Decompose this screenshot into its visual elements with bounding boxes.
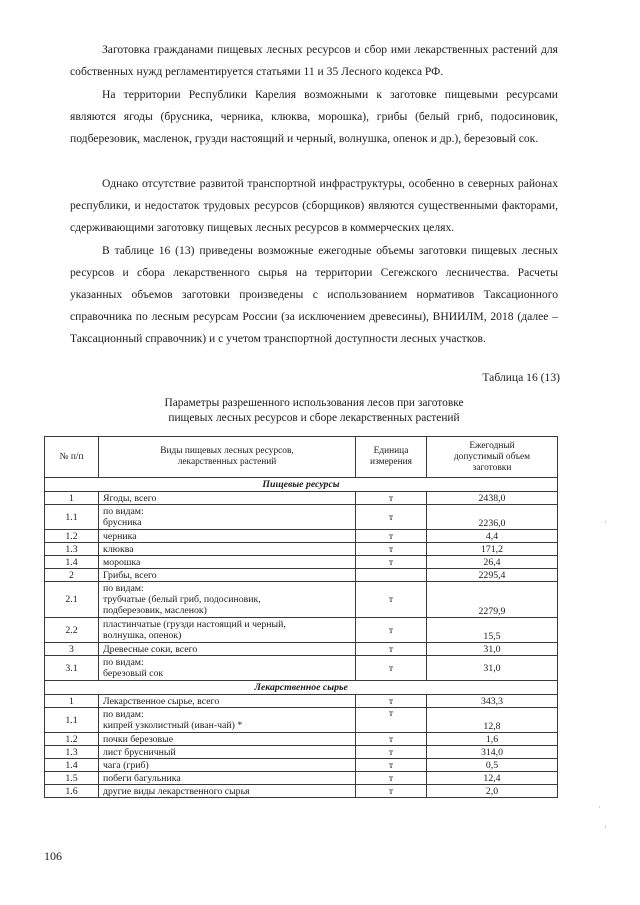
row-name: чага (гриб)	[99, 759, 356, 772]
section-title-food: Пищевые ресурсы	[45, 478, 558, 492]
paragraph-table-reference: В таблице 16 (13) приведены возможные ежегодные объемы заготовки пищевых лесных ресурсов и сбора лекарственного сырья на территории Сегежского лесничества. Расчеты указанных объемов заготовки произведены с использованием нормативов Таксационного справочника по лесным ресурсам России (за исключением древесины), ВНИИЛМ, 2018 (далее – Таксационный справочник) и с учетом транспортной доступности лесных участков.	[70, 244, 558, 345]
table-title-line1: Параметры разрешенного использования лесов при заготовке	[164, 397, 464, 409]
header-name	[99, 437, 356, 478]
row-unit: т	[356, 543, 427, 556]
row-value: 4,4	[427, 530, 558, 543]
table-row	[45, 556, 558, 569]
row-value: 171,2	[427, 543, 558, 556]
row-value: 314,0	[427, 746, 558, 759]
table-label: Таблица 16 (13)	[482, 371, 560, 384]
row-name: морошка	[99, 556, 356, 569]
table-row	[45, 643, 558, 656]
table-row	[45, 582, 558, 618]
row-value: 2438,0	[427, 492, 558, 505]
row-value: 31,0	[427, 656, 558, 681]
row-unit	[356, 569, 427, 582]
row-name: черника	[99, 530, 356, 543]
table-row	[45, 656, 558, 681]
header-volume-line1: Ежегодный	[469, 440, 515, 451]
row-num: 1.2	[45, 530, 99, 543]
row-name	[99, 618, 356, 643]
row-num: 1.4	[45, 556, 99, 569]
row-name-line: трубчатые (белый гриб, подосиновик,	[103, 594, 261, 605]
row-num: 2	[45, 569, 99, 582]
table-row	[45, 759, 558, 772]
row-unit: т	[356, 772, 427, 785]
header-name-line2: лекарственных растений	[177, 457, 277, 467]
table-row	[45, 618, 558, 643]
header-volume-line3: заготовки	[472, 462, 512, 473]
row-name: Лекарственное сырье, всего	[99, 695, 356, 708]
header-volume-line2: допустимый объем	[453, 451, 531, 462]
row-value: 0,5	[427, 759, 558, 772]
row-name-line: по видам:	[103, 709, 144, 720]
row-num: 1.4	[45, 759, 99, 772]
row-value: 1,6	[427, 733, 558, 746]
row-num: 2.2	[45, 618, 99, 643]
row-name	[99, 582, 356, 618]
row-num: 3.1	[45, 656, 99, 681]
row-value: 26,4	[427, 556, 558, 569]
page-number: 106	[44, 849, 62, 863]
row-unit: т	[356, 708, 427, 733]
table-row	[45, 708, 558, 733]
row-value: 12,4	[427, 772, 558, 785]
row-num: 1.3	[45, 746, 99, 759]
table-header-row	[45, 437, 558, 478]
table-row	[45, 785, 558, 798]
scan-mark: ·	[604, 822, 607, 832]
row-unit: т	[356, 785, 427, 798]
row-value: 343,3	[427, 695, 558, 708]
row-value: 2,0	[427, 785, 558, 798]
header-unit-line1: Единица	[373, 446, 409, 456]
row-name	[99, 505, 356, 530]
row-num: 1	[45, 695, 99, 708]
paragraph-legal-basis: Заготовка гражданами пищевых лесных ресурсов и сбор ими лекарственных растений для собственных нужд регламентируется статьями 11 и 35 Лесного кодекса РФ.	[70, 43, 558, 78]
scan-mark: ·	[598, 802, 601, 812]
header-unit	[356, 437, 427, 478]
section-title-medicinal: Лекарственное сырье	[45, 681, 558, 695]
section-row-medicinal	[45, 681, 558, 695]
row-name: клюква	[99, 543, 356, 556]
row-value: 2295,4	[427, 569, 558, 582]
row-name-line: березовый сок	[103, 668, 164, 679]
resources-table	[44, 436, 558, 798]
header-volume	[427, 437, 558, 478]
row-unit: т	[356, 746, 427, 759]
header-num: № п/п	[45, 437, 99, 478]
row-unit: т	[356, 556, 427, 569]
row-name: почки березовые	[99, 733, 356, 746]
section-row-food	[45, 478, 558, 492]
row-name-line: подберезовик, масленок)	[103, 605, 207, 616]
row-num: 1.1	[45, 505, 99, 530]
table-row	[45, 492, 558, 505]
row-value: 15,5	[427, 618, 558, 643]
row-name-line: по видам:	[103, 657, 144, 668]
row-unit: т	[356, 656, 427, 681]
row-unit: т	[356, 582, 427, 618]
row-value: 12,8	[427, 708, 558, 733]
table-row	[45, 695, 558, 708]
row-name: другие виды лекарственного сырья	[99, 785, 356, 798]
row-unit: т	[356, 505, 427, 530]
row-name	[99, 708, 356, 733]
row-name-line: пластинчатые (грузди настоящий и черный,	[103, 619, 286, 630]
row-num: 1.2	[45, 733, 99, 746]
row-unit: т	[356, 695, 427, 708]
header-name-line1: Виды пищевых лесных ресурсов,	[160, 446, 294, 456]
paragraph-resources-list: На территории Республики Карелия возможными к заготовке пищевыми ресурсами являются ягоды (брусника, черника, клюква, морошка), грибы (белый гриб, подосиновик, подберезовик, масленок, грузди настоящий и черный, волнушка, опенок и др.), березовый сок.	[70, 88, 558, 145]
row-name-line: кипрей узколистный (иван-чай) *	[103, 720, 243, 731]
row-name: лист брусничный	[99, 746, 356, 759]
row-num: 1.1	[45, 708, 99, 733]
row-num: 1.5	[45, 772, 99, 785]
table-row	[45, 746, 558, 759]
row-name-line: волнушка, опенок)	[103, 630, 182, 641]
row-name: побеги багульника	[99, 772, 356, 785]
table-row	[45, 505, 558, 530]
table-row	[45, 733, 558, 746]
row-num: 3	[45, 643, 99, 656]
row-name: Ягоды, всего	[99, 492, 356, 505]
row-unit: т	[356, 759, 427, 772]
table-row	[45, 569, 558, 582]
scan-mark: ·	[604, 517, 607, 527]
row-value: 2279,9	[427, 582, 558, 618]
row-name	[99, 656, 356, 681]
table-row	[45, 772, 558, 785]
paragraph-limitations: Однако отсутствие развитой транспортной инфраструктуры, особенно в северных районах республики, и недостаток трудовых ресурсов (сборщиков) являются существенными факторами, сдерживающими заготовку пищевых лесных ресурсов в коммерческих целях.	[70, 177, 558, 234]
row-name-line: по видам:	[103, 583, 144, 594]
row-num: 2.1	[45, 582, 99, 618]
row-unit: т	[356, 492, 427, 505]
row-name-line: брусника	[103, 517, 142, 528]
table-row	[45, 543, 558, 556]
table-title-line2: пищевых лесных ресурсов и сборе лекарственных растений	[168, 412, 460, 424]
row-num: 1	[45, 492, 99, 505]
row-num: 1.6	[45, 785, 99, 798]
table-title	[70, 396, 558, 426]
row-unit: т	[356, 733, 427, 746]
row-value: 2236,0	[427, 505, 558, 530]
row-unit: т	[356, 643, 427, 656]
row-unit: т	[356, 530, 427, 543]
row-name-line: по видам:	[103, 506, 144, 517]
row-name: Грибы, всего	[99, 569, 356, 582]
header-unit-line2: измерения	[370, 457, 412, 467]
row-num: 1.3	[45, 543, 99, 556]
row-name: Древесные соки, всего	[99, 643, 356, 656]
table-row	[45, 530, 558, 543]
row-value: 31,0	[427, 643, 558, 656]
row-unit: т	[356, 618, 427, 643]
